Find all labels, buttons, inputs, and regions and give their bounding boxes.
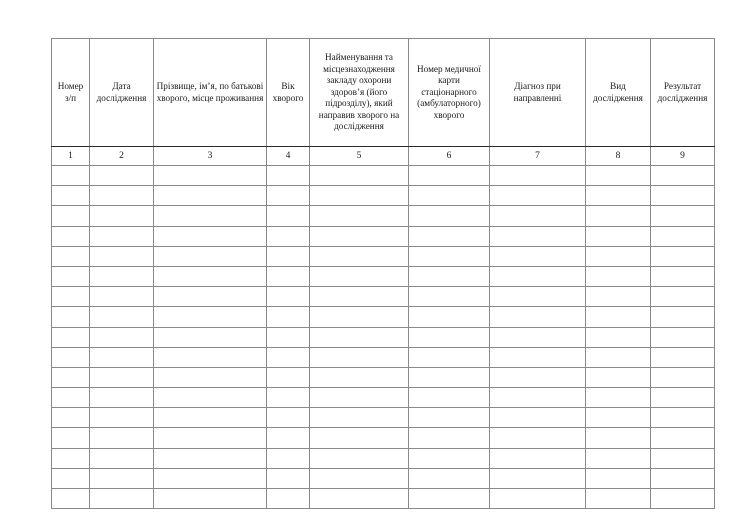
table-row: [52, 367, 715, 387]
table-cell: [490, 367, 586, 387]
table-cell: [651, 347, 715, 367]
table-cell: [154, 428, 267, 448]
table-cell: [651, 166, 715, 186]
table-cell: [586, 347, 651, 367]
table-cell: [52, 287, 90, 307]
table-cell: [409, 287, 490, 307]
register-body: [52, 166, 715, 509]
table-cell: [154, 287, 267, 307]
column-number: 5: [310, 147, 409, 166]
table-cell: [490, 468, 586, 488]
table-cell: [586, 388, 651, 408]
table-cell: [154, 226, 267, 246]
table-cell: [154, 307, 267, 327]
column-header-medical-card-number: Номер медичної карти стаціонарного (амбулаторного) хворого: [409, 39, 490, 147]
column-number: 8: [586, 147, 651, 166]
column-header-referral-diagnosis: Діагноз при направленні: [490, 39, 586, 147]
table-cell: [90, 448, 154, 468]
table-cell: [52, 408, 90, 428]
table-cell: [154, 367, 267, 387]
table-cell: [154, 408, 267, 428]
table-cell: [490, 347, 586, 367]
column-number: 2: [90, 147, 154, 166]
column-header-patient-name-address: Прізвище, ім’я, по батькові хворого, місце проживання: [154, 39, 267, 147]
table-cell: [490, 206, 586, 226]
table-cell: [90, 489, 154, 509]
table-cell: [651, 489, 715, 509]
table-cell: [267, 166, 310, 186]
table-cell: [52, 266, 90, 286]
column-number: 1: [52, 147, 90, 166]
table-cell: [154, 448, 267, 468]
table-cell: [490, 186, 586, 206]
table-cell: [310, 166, 409, 186]
table-cell: [90, 347, 154, 367]
table-cell: [586, 266, 651, 286]
table-cell: [52, 367, 90, 387]
table-row: [52, 266, 715, 286]
table-cell: [267, 468, 310, 488]
table-cell: [310, 448, 409, 468]
table-cell: [586, 287, 651, 307]
table-row: [52, 388, 715, 408]
table-cell: [490, 388, 586, 408]
table-cell: [490, 408, 586, 428]
table-cell: [490, 166, 586, 186]
table-cell: [52, 307, 90, 327]
table-row: [52, 327, 715, 347]
column-number: 3: [154, 147, 267, 166]
table-cell: [90, 186, 154, 206]
table-cell: [651, 428, 715, 448]
table-cell: [490, 226, 586, 246]
table-cell: [310, 367, 409, 387]
table-cell: [310, 206, 409, 226]
table-cell: [651, 327, 715, 347]
table-cell: [52, 226, 90, 246]
table-cell: [310, 266, 409, 286]
column-header-patient-age: Вік хворого: [267, 39, 310, 147]
table-cell: [409, 246, 490, 266]
table-cell: [409, 266, 490, 286]
table-cell: [267, 408, 310, 428]
column-header-referring-facility: Найменування та місцезнаходження закладу охорони здоров’я (його підрозділу), який направив хворого на дослідження: [310, 39, 409, 147]
table-cell: [90, 408, 154, 428]
table-cell: [409, 166, 490, 186]
table-cell: [586, 186, 651, 206]
table-cell: [409, 367, 490, 387]
table-cell: [267, 347, 310, 367]
table-cell: [154, 468, 267, 488]
table-cell: [586, 307, 651, 327]
table-cell: [52, 347, 90, 367]
table-cell: [52, 166, 90, 186]
table-cell: [409, 307, 490, 327]
table-cell: [52, 489, 90, 509]
table-cell: [52, 468, 90, 488]
table-row: [52, 287, 715, 307]
table-cell: [52, 206, 90, 226]
table-cell: [52, 246, 90, 266]
table-cell: [651, 408, 715, 428]
table-cell: [310, 186, 409, 206]
table-cell: [267, 388, 310, 408]
column-header-row-number: Номер з/п: [52, 39, 90, 147]
table-cell: [586, 166, 651, 186]
table-cell: [651, 186, 715, 206]
table-cell: [409, 428, 490, 448]
table-row: [52, 408, 715, 428]
column-number-row: [52, 147, 715, 166]
table-cell: [490, 307, 586, 327]
column-number: 9: [651, 147, 715, 166]
table-cell: [586, 428, 651, 448]
table-cell: [310, 307, 409, 327]
table-cell: [651, 287, 715, 307]
table-cell: [154, 246, 267, 266]
table-cell: [586, 246, 651, 266]
table-cell: [267, 327, 310, 347]
table-cell: [310, 428, 409, 448]
table-cell: [409, 226, 490, 246]
table-cell: [586, 489, 651, 509]
table-cell: [310, 408, 409, 428]
table-cell: [90, 307, 154, 327]
table-cell: [90, 206, 154, 226]
table-cell: [409, 408, 490, 428]
table-row: [52, 448, 715, 468]
table-cell: [651, 266, 715, 286]
table-cell: [409, 388, 490, 408]
table-cell: [310, 327, 409, 347]
table-cell: [52, 186, 90, 206]
table-row: [52, 428, 715, 448]
column-number: 4: [267, 147, 310, 166]
table-cell: [490, 266, 586, 286]
table-cell: [586, 206, 651, 226]
table-cell: [154, 206, 267, 226]
table-cell: [409, 186, 490, 206]
table-cell: [651, 468, 715, 488]
table-cell: [154, 347, 267, 367]
table-cell: [154, 327, 267, 347]
table-cell: [651, 367, 715, 387]
table-cell: [490, 246, 586, 266]
table-cell: [409, 489, 490, 509]
table-cell: [267, 307, 310, 327]
table-cell: [310, 468, 409, 488]
column-number: 6: [409, 147, 490, 166]
column-header-exam-date: Дата дослідження: [90, 39, 154, 147]
table-cell: [90, 226, 154, 246]
table-cell: [90, 287, 154, 307]
table-cell: [409, 327, 490, 347]
table-cell: [409, 347, 490, 367]
table-cell: [586, 327, 651, 347]
table-cell: [267, 428, 310, 448]
table-cell: [409, 448, 490, 468]
column-header-exam-result: Результат дослідження: [651, 39, 715, 147]
table-cell: [586, 408, 651, 428]
table-row: [52, 226, 715, 246]
table-cell: [586, 448, 651, 468]
table-cell: [154, 186, 267, 206]
table-cell: [651, 307, 715, 327]
table-row: [52, 246, 715, 266]
table-cell: [586, 226, 651, 246]
table-cell: [586, 367, 651, 387]
table-cell: [267, 246, 310, 266]
table-cell: [310, 489, 409, 509]
table-cell: [651, 388, 715, 408]
table-cell: [90, 388, 154, 408]
register-table: [51, 38, 715, 509]
table-cell: [90, 428, 154, 448]
table-cell: [154, 388, 267, 408]
table-cell: [651, 448, 715, 468]
table-cell: [490, 428, 586, 448]
table-cell: [90, 367, 154, 387]
table-row: [52, 347, 715, 367]
table-cell: [310, 287, 409, 307]
table-cell: [586, 468, 651, 488]
table-row: [52, 307, 715, 327]
table-cell: [154, 166, 267, 186]
table-cell: [490, 489, 586, 509]
table-row: [52, 186, 715, 206]
table-cell: [90, 266, 154, 286]
table-cell: [267, 448, 310, 468]
table-cell: [267, 226, 310, 246]
table-cell: [154, 266, 267, 286]
table-cell: [267, 367, 310, 387]
table-row: [52, 166, 715, 186]
table-cell: [310, 226, 409, 246]
table-cell: [490, 287, 586, 307]
column-header-row: [52, 39, 715, 147]
table-cell: [310, 388, 409, 408]
table-row: [52, 206, 715, 226]
table-cell: [90, 327, 154, 347]
table-cell: [267, 489, 310, 509]
table-cell: [310, 347, 409, 367]
table-row: [52, 468, 715, 488]
table-cell: [267, 206, 310, 226]
table-cell: [267, 266, 310, 286]
table-cell: [409, 468, 490, 488]
column-number: 7: [490, 147, 586, 166]
table-cell: [267, 186, 310, 206]
table-cell: [154, 489, 267, 509]
table-cell: [52, 448, 90, 468]
table-cell: [651, 246, 715, 266]
table-cell: [90, 166, 154, 186]
column-header-exam-type: Вид дослідження: [586, 39, 651, 147]
table-row: [52, 489, 715, 509]
table-cell: [651, 206, 715, 226]
table-cell: [409, 206, 490, 226]
table-cell: [52, 327, 90, 347]
table-cell: [490, 327, 586, 347]
table-cell: [310, 246, 409, 266]
table-cell: [52, 428, 90, 448]
table-cell: [90, 246, 154, 266]
table-cell: [651, 226, 715, 246]
table-cell: [267, 287, 310, 307]
table-cell: [52, 388, 90, 408]
table-cell: [90, 468, 154, 488]
table-cell: [490, 448, 586, 468]
